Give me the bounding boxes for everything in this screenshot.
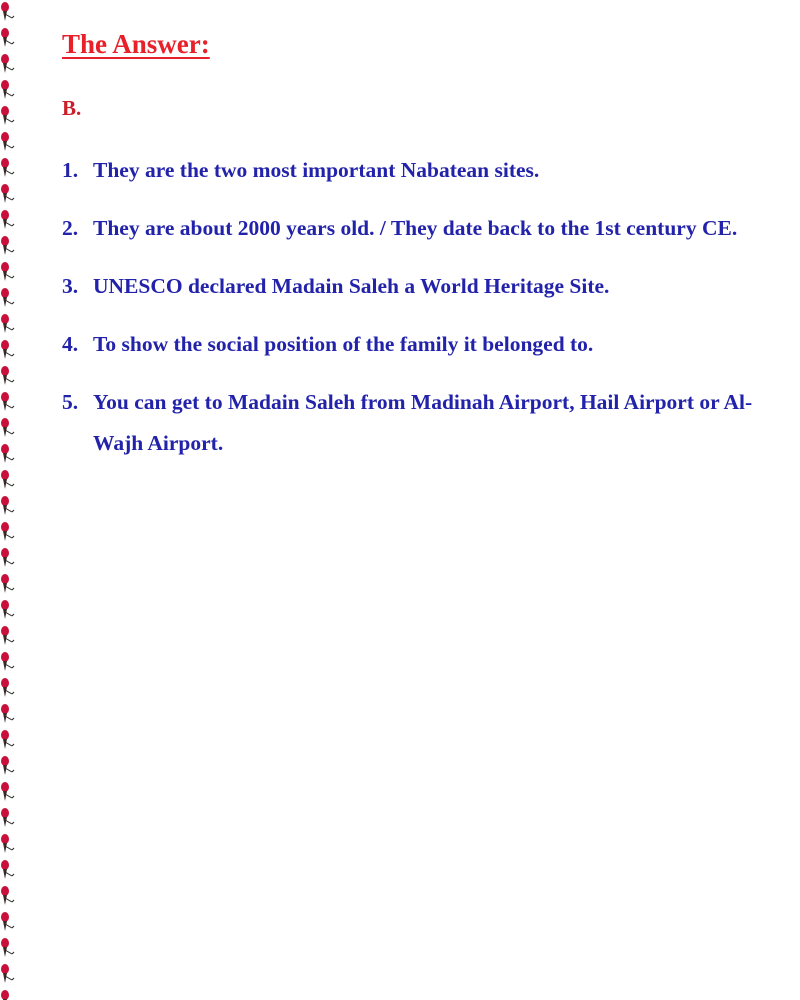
answer-number: 3.: [62, 274, 79, 298]
answer-item: [62, 266, 762, 307]
section-label: B.: [62, 96, 82, 120]
answer-sheet: [62, 24, 762, 481]
answer-item: [62, 324, 762, 365]
answer-text: They are about 2000 years old. / They date back to the 1st century CE.: [93, 216, 738, 240]
answer-number: 5.: [62, 390, 79, 414]
answer-text: You can get to Madain Saleh from Madinah Airport, Hail Airport or Al-Wajh Airport.: [93, 390, 753, 455]
answer-list: [62, 150, 762, 464]
answer-item: [62, 382, 762, 464]
answer-number: 4.: [62, 332, 79, 356]
answer-text: They are the two most important Nabatean sites.: [93, 158, 540, 182]
decorative-border: [0, 0, 16, 1000]
answer-text: To show the social position of the family it belonged to.: [93, 332, 594, 356]
answer-item: [62, 150, 762, 191]
answer-number: 2.: [62, 216, 79, 240]
answer-number: 1.: [62, 158, 79, 182]
ice-cream-cone-icon: [0, 0, 16, 1000]
answer-text: UNESCO declared Madain Saleh a World Heritage Site.: [93, 274, 610, 298]
answer-item: [62, 208, 762, 249]
page-title: The Answer:: [62, 29, 210, 59]
